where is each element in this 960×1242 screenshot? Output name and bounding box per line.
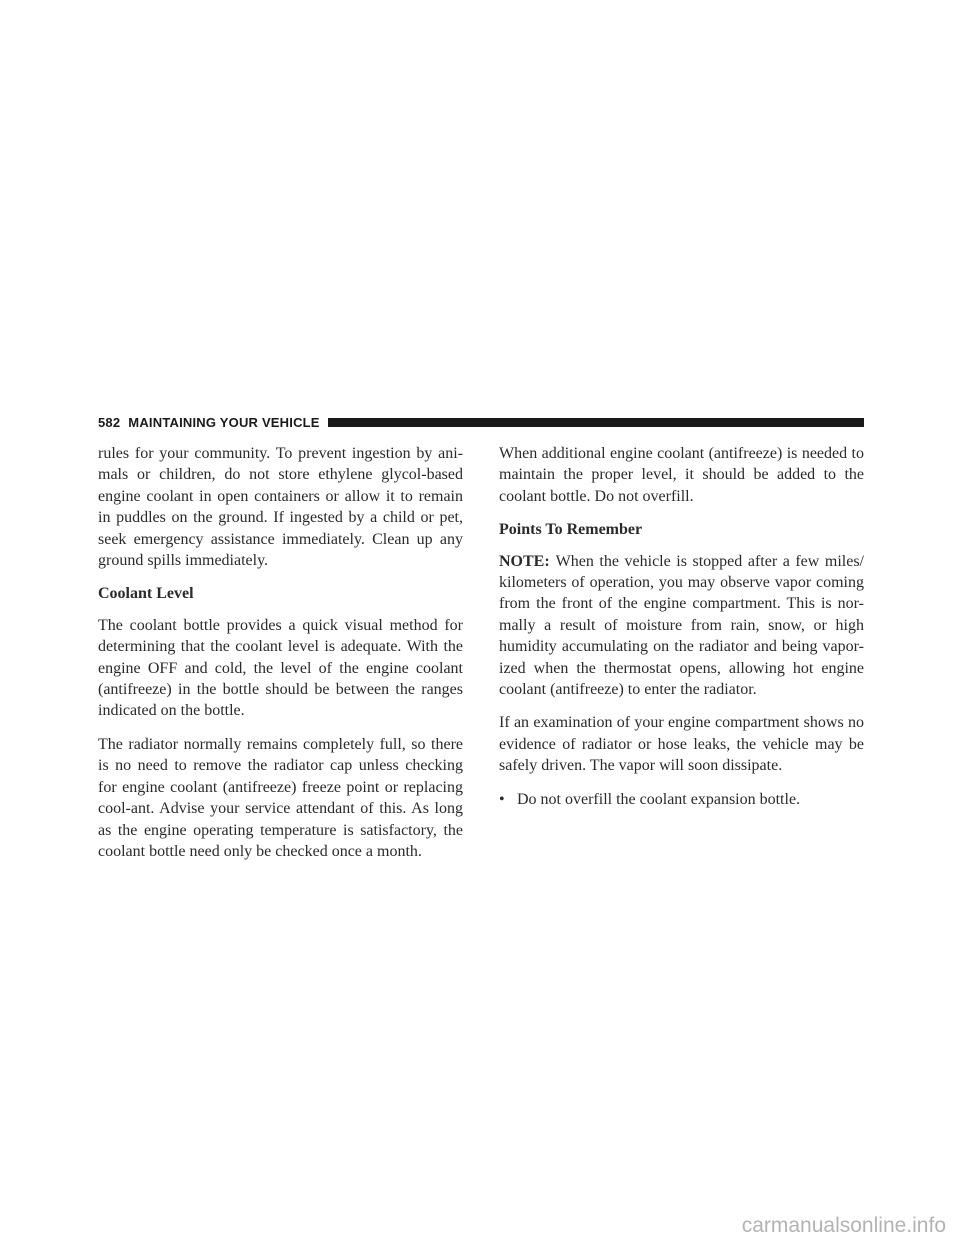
points-to-remember-heading: Points To Remember [499, 521, 643, 539]
note-label: NOTE: [499, 552, 550, 570]
note-text: When the vehicle is stopped after a few miles/ kilometers of operation, you may observe vapor coming from the front of the engine compartment. This is nor-mally a result of moisture from rain, snow, or high humidity accumulating on the radiator and being vapor-ized when the thermostat opens, allowing hot engine coolant (antifreeze) to enter the radiator. [499, 552, 864, 699]
radiator-paragraph: The radiator normally remains completely full, so there is no need to remove the radiator cap unless checking for engine coolant (antifreeze) freeze point or replacing cool-ant. Advise your service attendant of this. As long as the engine operating temperature is satisfactory, the coolant bottle need only be checked once a month. [98, 735, 463, 860]
bullet-icon: • [499, 790, 505, 808]
page-header [98, 414, 864, 430]
intro-paragraph: rules for your community. To prevent ingestion by ani-mals or children, do not store ethylene glycol-based engine coolant in open containers or allow it to remain in puddles on the ground. If ingested by a child or pet, seek emergency assistance immediately. Clean up any ground spills immediately. [98, 445, 463, 570]
coolant-level-heading: Coolant Level [98, 585, 194, 603]
page-number: 582 [98, 414, 121, 430]
examination-paragraph: If an examination of your engine compartment shows no evidence of radiator or hose leaks, the vehicle may be safely driven. The vapor will soon dissipate. [499, 714, 864, 775]
left-column [98, 443, 463, 874]
additional-coolant-paragraph: When additional engine coolant (antifreeze) is needed to maintain the proper level, it should be added to the coolant bottle. Do not overfill. [499, 445, 864, 505]
note-paragraph [499, 551, 864, 701]
header-rule [328, 418, 864, 427]
bullet-item [499, 789, 864, 810]
section-title: MAINTAINING YOUR VEHICLE [128, 414, 320, 430]
right-column [499, 443, 864, 810]
watermark: carmanualsonline.info [741, 1214, 946, 1237]
bullet-text: Do not overfill the coolant expansion bottle. [517, 790, 801, 808]
coolant-bottle-paragraph: The coolant bottle provides a quick visual method for determining that the coolant level is adequate. With the engine OFF and cold, the level of the engine coolant (antifreeze) in the bottle should be between the ranges indicated on the bottle. [98, 616, 463, 720]
